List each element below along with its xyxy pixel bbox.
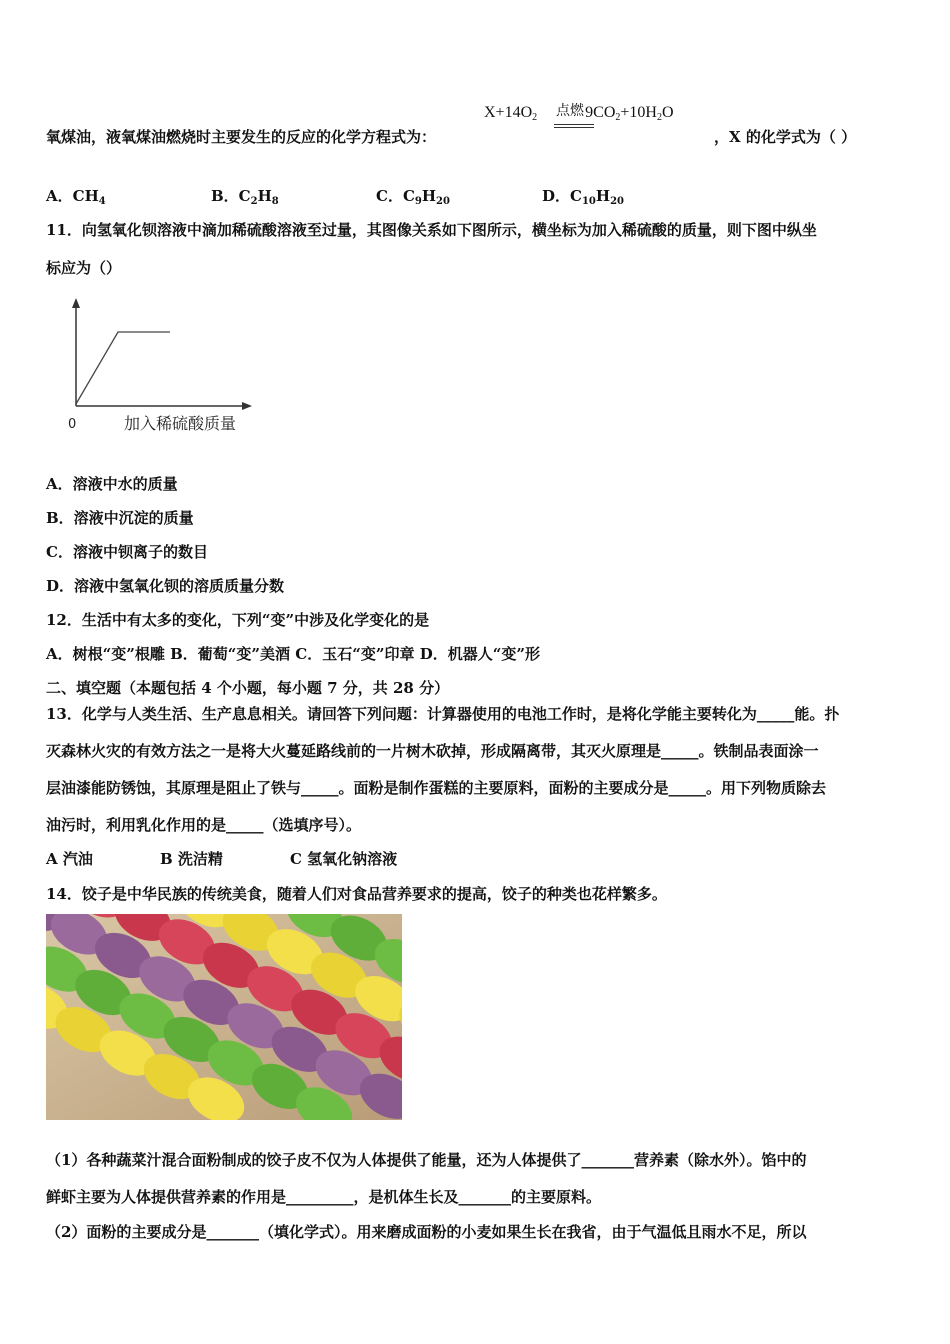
graph-origin-label: 0 [68,417,77,432]
dumplings-illustration [46,914,402,1120]
graph-x-label: 加入稀硫酸质量 [124,414,237,433]
q10-option-c: C．$C_9H_{20}$ [376,187,450,207]
q11-option-b: B．溶液中沉淀的质量 [46,509,194,527]
q11-graph [60,296,260,436]
q11-stem-line2: 标应为（） [46,259,122,277]
q14-stem: 14．饺子是中华民族的传统美食，随着人们对食品营养要求的提高，饺子的种类也花样繁多。 [46,885,667,903]
q11-option-c: C．溶液中钡离子的数目 [46,543,208,561]
q14-part1-line1: （1）各种蔬菜汁混合面粉制成的饺子皮不仅为人体提供了能量，还为人体提供了_______营养素（除水外）。馅中的 [46,1151,807,1169]
q13-line3: 层油漆能防锈蚀，其原理是阻止了铁与_____。面粉是制作蛋糕的主要原料，面粉的主要成分是_____。用下列物质除去 [46,779,827,797]
equals-sign [554,124,594,128]
q14-part1-line2: 鲜虾主要为人体提供营养素的作用是_________，是机体生长及_______的主要原料。 [46,1188,602,1206]
q10-tail: ，X 的化学式为（ ） [714,128,857,146]
q11-stem-line1: 11．向氢氧化钡溶液中滴加稀硫酸溶液至过量，其图像关系如下图所示，横坐标为加入稀硫酸的质量，则下图中纵坐 [46,221,817,239]
q12-stem: 12．生活中有太多的变化，下列“变”中涉及化学变化的是 [46,611,430,629]
q13-line1: 13．化学与人类生活、生产息息相关。请回答下列问题：计算器使用的电池工作时，是将化学能主要转化为_____能。扑 [46,705,840,723]
q13-option-c: C 氢氧化钠溶液 [290,850,398,868]
chemical-equation: $X+14O_2$ $9CO_2+10H_2O$ 点燃 [484,104,674,123]
q10-option-d: D．$C_{10}H_{20}$ [542,187,624,207]
y-axis-arrow [72,298,80,308]
q13-line4: 油污时，利用乳化作用的是_____（选填序号）。 [46,816,362,834]
q10-intro: 氧煤油，液氧煤油燃烧时主要发生的反应的化学方程式为： [46,128,437,146]
graph-curve [76,332,170,404]
q12-options: A．树根“变”根雕 B．葡萄“变”美酒 C．玉石“变”印章 D．机器人“变”形 [46,645,540,663]
dumplings-photo [46,914,402,1120]
q11-option-a: A．溶液中水的质量 [46,475,178,493]
reaction-condition: 点燃 [556,104,584,119]
section-heading: 二、填空题（本题包括 4 个小题，每小题 7 分，共 28 分） [46,679,450,697]
q13-line2: 灭森林火灾的有效方法之一是将大火蔓延路线前的一片树木砍掉，形成隔离带，其灭火原理是_____。铁制品表面涂一 [46,742,819,760]
q10-option-a: A．$CH_4$ [46,187,106,207]
q11-option-d: D．溶液中氢氧化钡的溶质质量分数 [46,577,285,595]
q14-part2-line1: （2）面粉的主要成分是_______（填化学式）。用来磨成面粉的小麦如果生长在我省，由于气温低且雨水不足，所以 [46,1223,807,1241]
q10-option-b: B．$C_2H_8$ [211,187,279,207]
q13-option-a: A 汽油 [46,850,93,868]
q13-option-b: B 洗洁精 [160,850,223,868]
x-axis-arrow [242,402,252,410]
